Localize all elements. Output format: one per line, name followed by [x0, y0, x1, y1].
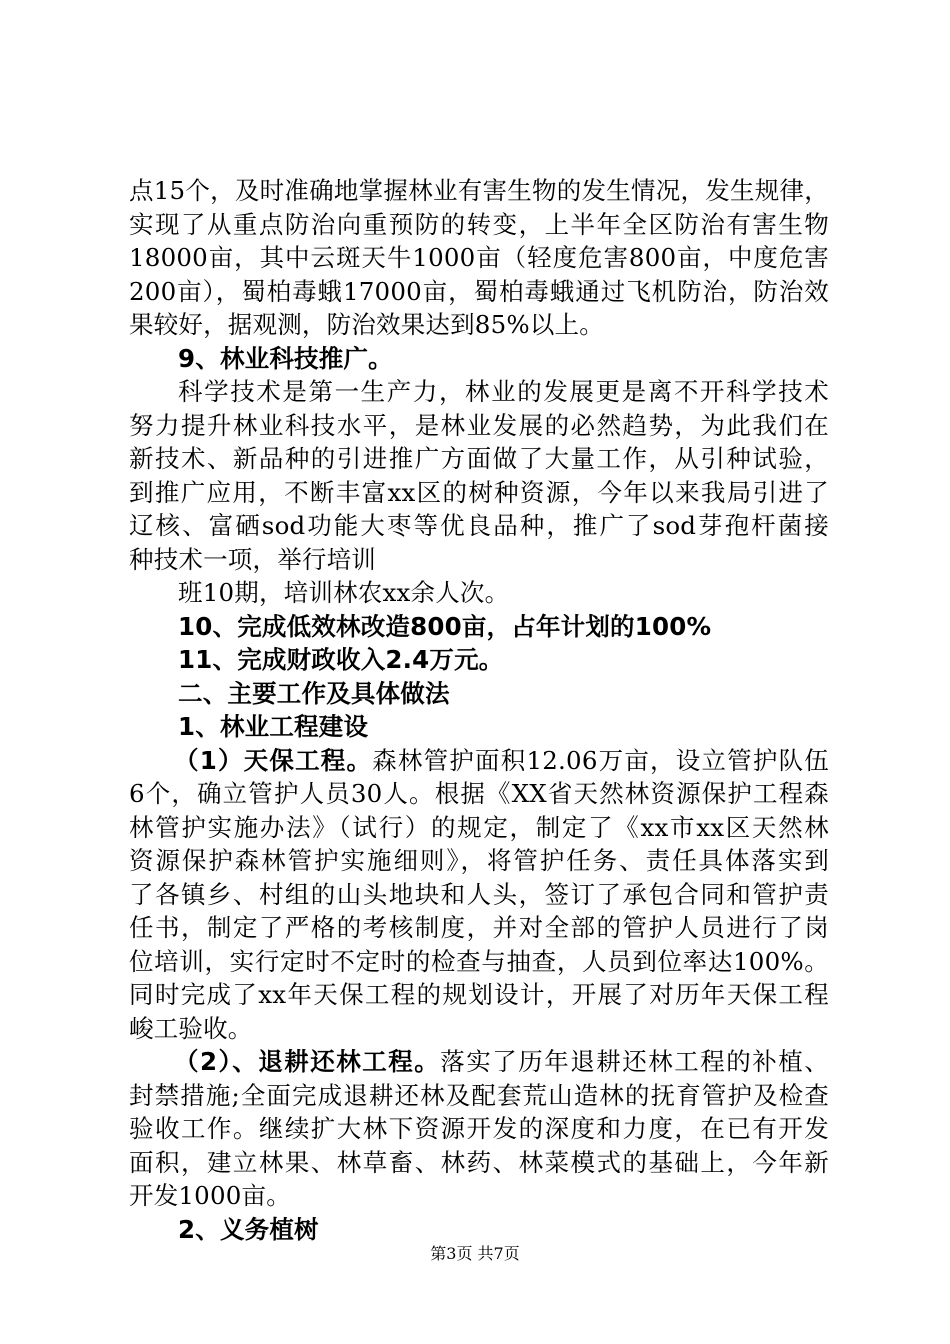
text-line: 18000亩，其中云斑天牛1000亩（轻度危害800亩，中度危害 — [129, 243, 829, 272]
section-heading: 9、林业科技推广。 — [178, 343, 393, 373]
text-line: 辽核、富硒sod功能大枣等优良品种，推广了sod芽孢杆菌接 — [129, 511, 829, 540]
text-line: 到推广应用，不断丰富xx区的树种资源，今年以来我局引进了 — [129, 477, 829, 507]
text-line: 努力提升林业科技水平，是林业发展的必然趋势，为此我们在 — [129, 410, 829, 440]
text-line — [129, 1045, 829, 1079]
text-line: 开发1000亩。 — [129, 1181, 291, 1210]
section-heading: 10、完成低效林改造800亩，占年计划的100% — [178, 611, 712, 641]
text-line: 同时完成了xx年天保工程的规划设计，开展了对历年天保工程 — [129, 980, 829, 1009]
text-line: 实现了从重点防治向重预防的转变，上半年全区防治有害生物 — [129, 209, 829, 239]
text-span: 森林管护面积12.06万亩，设立管护队伍 — [372, 745, 829, 775]
section-heading: 11、完成财政收入2.4万元。 — [178, 645, 504, 674]
text-line: 林管护实施办法》（试行）的规定，制定了《xx市xx区天然林 — [129, 812, 829, 842]
text-line: 资源保护森林管护实施细则》，将管护任务、责任具体落实到 — [129, 846, 829, 875]
text-span: 落实了历年退耕还林工程的补植、 — [440, 1047, 829, 1076]
page-number: 第3页 共7页 — [430, 1244, 520, 1263]
text-line: 验收工作。继续扩大林下资源开发的深度和力度，在已有开发 — [129, 1114, 829, 1143]
text-line: 面积，建立林果、林草畜、林药、林菜模式的基础上，今年新 — [129, 1147, 829, 1177]
section-heading: 1、林业工程建设 — [178, 712, 369, 741]
text-line: 任书，制定了严格的考核制度，并对全部的管护人员进行了岗 — [129, 913, 829, 942]
document-body — [129, 174, 829, 1246]
text-line: 新技术、新品种的引进推广方面做了大量工作，从引种试验， — [129, 444, 829, 473]
text-line: 种技术一项，举行培训 — [129, 544, 376, 574]
text-line: 封禁措施;全面完成退耕还林及配套荒山造林的抚育管护及检查 — [129, 1080, 829, 1110]
text-line: 班10期，培训林农xx余人次。 — [178, 578, 510, 607]
text-line: 6个，确立管护人员30人。根据《XX省天然林资源保护工程森 — [129, 779, 829, 808]
text-line — [129, 744, 829, 778]
text-line: 200亩），蜀柏毒蛾17000亩，蜀柏毒蛾通过飞机防治，防治效 — [129, 276, 829, 306]
text-line: 科学技术是第一生产力，林业的发展更是离不开科学技术 — [178, 377, 829, 406]
text-line: 了各镇乡、村组的山头地块和人头，签订了承包合同和管护责 — [129, 879, 829, 909]
text-line: 点15个，及时准确地掌握林业有害生物的发生情况，发生规律， — [129, 176, 829, 205]
section-heading: 2、义务植树 — [178, 1214, 319, 1244]
section-heading: 二、主要工作及具体做法 — [178, 678, 450, 708]
text-line: 位培训，实行定时不定时的检查与抽查，人员到位率达100%。 — [129, 946, 829, 976]
text-line: 果较好，据观测，防治效果达到85%以上。 — [129, 310, 604, 339]
text-line: 峻工验收。 — [129, 1013, 253, 1043]
subsection-label: （2）、退耕还林工程。 — [174, 1047, 441, 1076]
subsection-label: （1）天保工程。 — [174, 745, 373, 775]
